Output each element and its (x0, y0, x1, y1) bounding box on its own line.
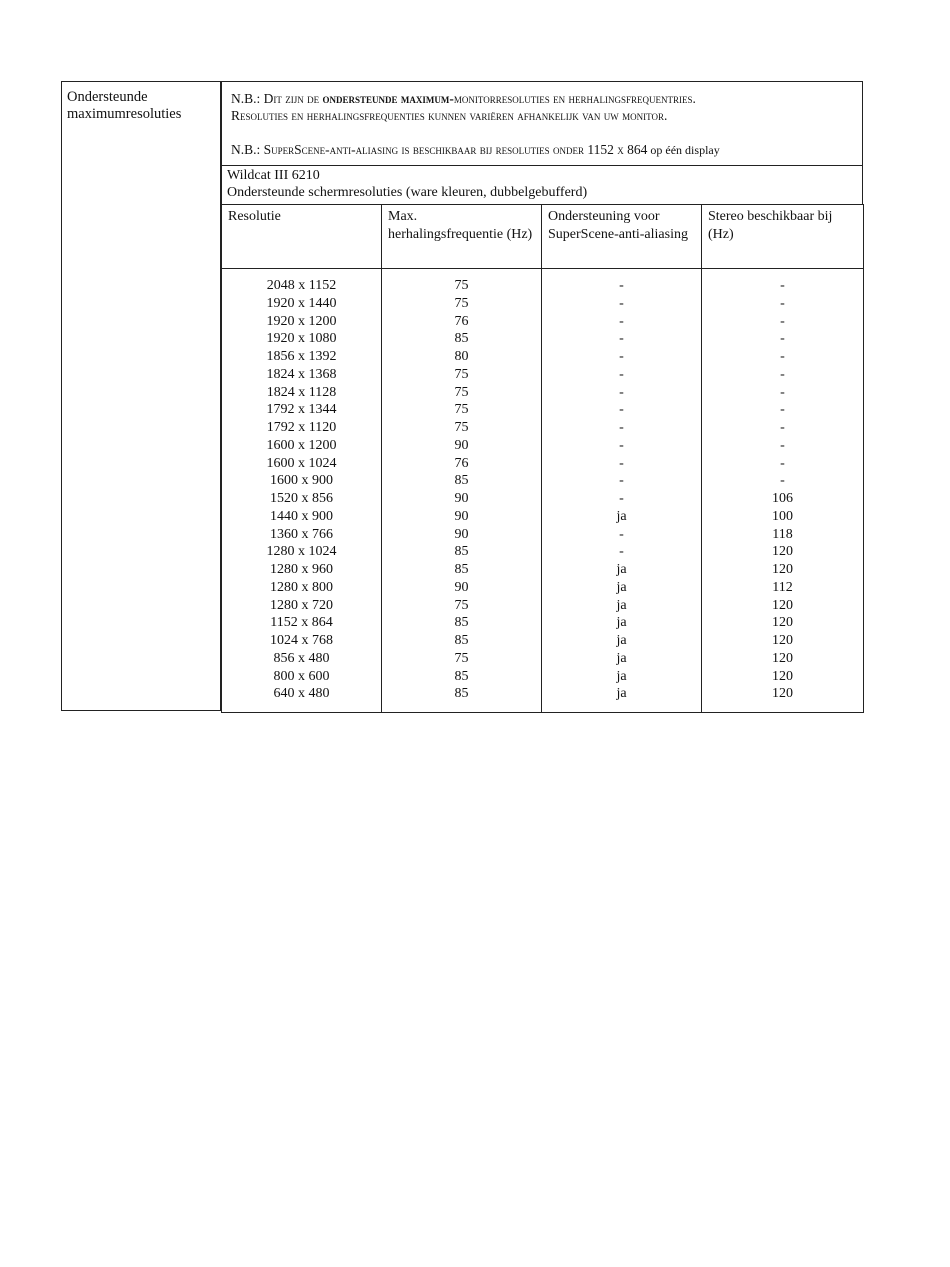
row-label-cell (61, 81, 221, 711)
table-row (222, 348, 864, 366)
cell-resolution: 1920 x 1200 (222, 313, 382, 331)
table-row (222, 401, 864, 419)
note-1-line-2: Resoluties en herhalingsfrequenties kunnen variëren afhankelijk van uw monitor. (231, 108, 668, 123)
cell-resolution: 856 x 480 (222, 650, 382, 668)
cell-stereo: 120 (702, 650, 864, 668)
cell-superscene: ja (542, 668, 702, 686)
cell-stereo: - (702, 295, 864, 313)
cell-max-rate: 90 (382, 508, 542, 526)
table-row (222, 614, 864, 632)
cell-max-rate: 85 (382, 472, 542, 490)
resolution-table (221, 204, 864, 713)
card-subtitle: Ondersteunde schermresoluties (ware kleuren, dubbelgebufferd) (227, 185, 588, 200)
cell-superscene: ja (542, 650, 702, 668)
cell-resolution: 1600 x 1200 (222, 437, 382, 455)
cell-resolution: 1280 x 800 (222, 579, 382, 597)
header-stereo: Stereo beschikbaar bij (Hz) (702, 205, 864, 269)
cell-superscene: ja (542, 508, 702, 526)
table-row (222, 508, 864, 526)
table-row (222, 579, 864, 597)
cell-superscene: - (542, 366, 702, 384)
cell-superscene: - (542, 419, 702, 437)
cell-resolution: 1600 x 900 (222, 472, 382, 490)
table-row (222, 472, 864, 490)
cell-superscene: - (542, 401, 702, 419)
cell-stereo: 120 (702, 597, 864, 615)
note-1: N.B.: Dit zijn de ondersteunde maximum-monitorresoluties en herhalingsfrequentries. Resoluties en herhalingsfrequenties kunnen variëren afhankelijk van uw monitor. (231, 91, 696, 123)
cell-superscene: - (542, 437, 702, 455)
cell-resolution: 1920 x 1080 (222, 330, 382, 348)
cell-stereo: 118 (702, 526, 864, 544)
header-max-rate: Max. herhalingsfrequentie (Hz) (382, 205, 542, 269)
cell-superscene: ja (542, 579, 702, 597)
cell-stereo: 120 (702, 632, 864, 650)
table-row (222, 490, 864, 508)
cell-stereo: 120 (702, 561, 864, 579)
cell-stereo: 120 (702, 668, 864, 686)
cell-max-rate: 75 (382, 419, 542, 437)
table-row (222, 632, 864, 650)
cell-resolution: 800 x 600 (222, 668, 382, 686)
cell-stereo: - (702, 419, 864, 437)
note-2: N.B.: SuperScene-anti-aliasing is beschikbaar bij resoluties onder 1152 x 864 op één display (231, 142, 720, 157)
table-row (222, 543, 864, 561)
row-label: Ondersteunde maximumresoluties (67, 89, 182, 122)
cell-stereo: - (702, 384, 864, 402)
cell-max-rate: 85 (382, 614, 542, 632)
cell-resolution: 1792 x 1120 (222, 419, 382, 437)
header-superscene: Ondersteuning voor SuperScene-anti-aliasing (542, 205, 702, 269)
cell-stereo: 112 (702, 579, 864, 597)
cell-superscene: ja (542, 632, 702, 650)
cell-resolution: 1824 x 1368 (222, 366, 382, 384)
cell-superscene: - (542, 295, 702, 313)
cell-stereo: - (702, 313, 864, 331)
cell-resolution: 1824 x 1128 (222, 384, 382, 402)
cell-max-rate: 90 (382, 490, 542, 508)
cell-max-rate: 75 (382, 366, 542, 384)
cell-resolution: 1280 x 1024 (222, 543, 382, 561)
cell-stereo: - (702, 401, 864, 419)
cell-resolution: 1360 x 766 (222, 526, 382, 544)
cell-superscene: - (542, 543, 702, 561)
table-row (222, 668, 864, 686)
cell-stereo: - (702, 348, 864, 366)
cell-resolution: 1280 x 960 (222, 561, 382, 579)
header-resolution: Resolutie (222, 205, 382, 269)
cell-superscene: - (542, 490, 702, 508)
cell-stereo: - (702, 269, 864, 295)
cell-stereo: - (702, 330, 864, 348)
cell-resolution: 1520 x 856 (222, 490, 382, 508)
cell-resolution: 640 x 480 (222, 685, 382, 712)
cell-max-rate: 76 (382, 313, 542, 331)
cell-max-rate: 90 (382, 437, 542, 455)
table-header-row (222, 205, 864, 269)
cell-max-rate: 76 (382, 455, 542, 473)
table-row (222, 295, 864, 313)
cell-stereo: - (702, 437, 864, 455)
cell-stereo: 120 (702, 614, 864, 632)
cell-superscene: - (542, 472, 702, 490)
table-row (222, 384, 864, 402)
table-row (222, 526, 864, 544)
cell-superscene: - (542, 348, 702, 366)
cell-superscene: - (542, 384, 702, 402)
card-header (221, 165, 863, 205)
cell-max-rate: 80 (382, 348, 542, 366)
cell-max-rate: 85 (382, 330, 542, 348)
cell-superscene: ja (542, 685, 702, 712)
cell-resolution: 1792 x 1344 (222, 401, 382, 419)
cell-superscene: ja (542, 561, 702, 579)
cell-superscene: - (542, 269, 702, 295)
cell-max-rate: 75 (382, 295, 542, 313)
table-row (222, 561, 864, 579)
table-row (222, 650, 864, 668)
table-row (222, 269, 864, 295)
notes-cell (221, 81, 863, 166)
cell-resolution: 1280 x 720 (222, 597, 382, 615)
cell-resolution: 1600 x 1024 (222, 455, 382, 473)
cell-max-rate: 85 (382, 632, 542, 650)
cell-max-rate: 75 (382, 597, 542, 615)
cell-resolution: 2048 x 1152 (222, 269, 382, 295)
cell-max-rate: 90 (382, 526, 542, 544)
cell-max-rate: 90 (382, 579, 542, 597)
cell-stereo: 120 (702, 685, 864, 712)
cell-max-rate: 85 (382, 543, 542, 561)
table-row (222, 366, 864, 384)
cell-superscene: - (542, 330, 702, 348)
table-row (222, 313, 864, 331)
cell-resolution: 1440 x 900 (222, 508, 382, 526)
cell-superscene: ja (542, 597, 702, 615)
cell-stereo: - (702, 472, 864, 490)
table-row (222, 597, 864, 615)
table-row (222, 330, 864, 348)
table-row (222, 419, 864, 437)
cell-superscene: - (542, 313, 702, 331)
table-row (222, 437, 864, 455)
cell-superscene: - (542, 526, 702, 544)
cell-max-rate: 75 (382, 384, 542, 402)
cell-max-rate: 85 (382, 668, 542, 686)
cell-stereo: - (702, 366, 864, 384)
cell-stereo: 120 (702, 543, 864, 561)
table-row (222, 685, 864, 712)
cell-max-rate: 75 (382, 401, 542, 419)
cell-max-rate: 75 (382, 650, 542, 668)
cell-resolution: 1920 x 1440 (222, 295, 382, 313)
cell-max-rate: 85 (382, 561, 542, 579)
card-name: Wildcat III 6210 (227, 168, 320, 183)
cell-max-rate: 85 (382, 685, 542, 712)
cell-resolution: 1152 x 864 (222, 614, 382, 632)
cell-max-rate: 75 (382, 269, 542, 295)
cell-stereo: 106 (702, 490, 864, 508)
cell-superscene: - (542, 455, 702, 473)
table-row (222, 455, 864, 473)
cell-resolution: 1856 x 1392 (222, 348, 382, 366)
cell-resolution: 1024 x 768 (222, 632, 382, 650)
cell-stereo: 100 (702, 508, 864, 526)
table-body (222, 269, 864, 713)
cell-stereo: - (702, 455, 864, 473)
cell-superscene: ja (542, 614, 702, 632)
